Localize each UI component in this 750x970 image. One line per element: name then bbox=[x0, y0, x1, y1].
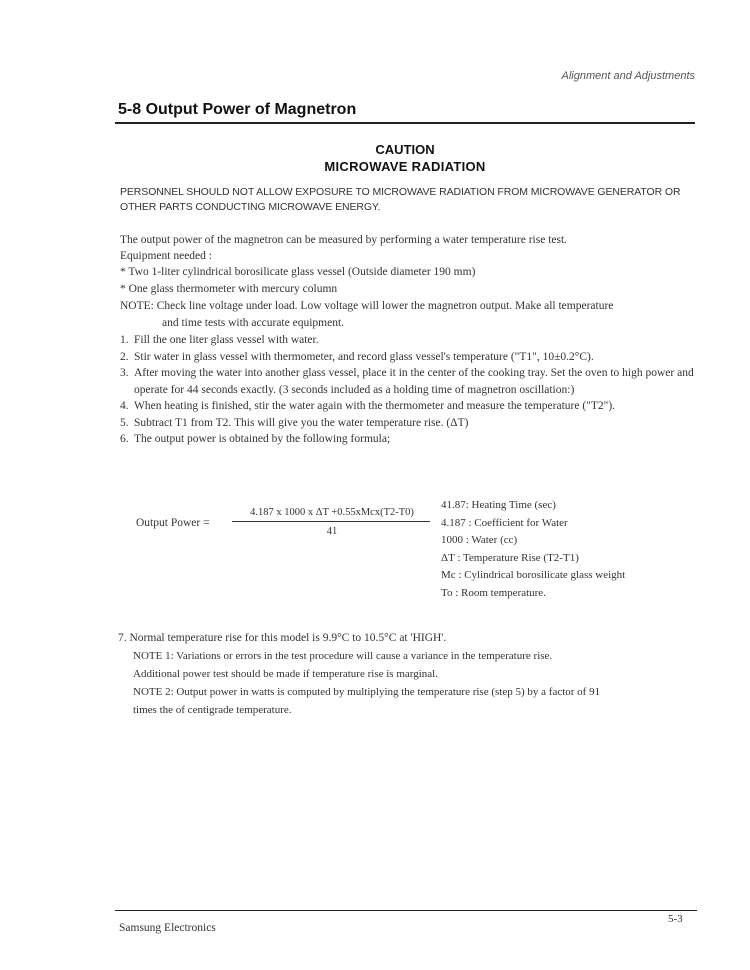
procedure-step bbox=[120, 332, 700, 349]
legend-item: Mc : Cylindrical borosilicate glass weight bbox=[441, 569, 626, 581]
step-number: 6. bbox=[120, 433, 129, 445]
intro-paragraph: The output power of the magnetron can be measured by performing a water temperature rise test. bbox=[120, 234, 568, 246]
voltage-note: NOTE: Check line voltage under load. Low voltage will lower the magnetron output. Make all temperature bbox=[120, 300, 614, 312]
footer-divider bbox=[115, 910, 697, 911]
step-text: Subtract T1 from T2. This will give you the water temperature rise. (ΔT) bbox=[134, 416, 469, 429]
equipment-heading: Equipment needed : bbox=[120, 250, 212, 262]
running-header: Alignment and Adjustments bbox=[561, 70, 695, 82]
step-number: 5. bbox=[120, 416, 129, 429]
procedure-step bbox=[120, 431, 700, 448]
section-title: 5-8 Output Power of Magnetron bbox=[118, 101, 357, 118]
legend-item: 41.87: Heating Time (sec) bbox=[441, 499, 556, 511]
note-2-continued: times the of centigrade temperature. bbox=[133, 704, 292, 716]
legend-item: 1000 : Water (cc) bbox=[441, 534, 518, 546]
legend-item: To : Room temperature. bbox=[441, 586, 546, 599]
formula-numerator: 4.187 x 1000 x ΔT +0.55xMcx(T2-T0) bbox=[250, 507, 414, 518]
temperature-rise-spec: 7. Normal temperature rise for this model is 9.9°C to 10.5°C at 'HIGH'. bbox=[118, 632, 447, 644]
header-divider bbox=[115, 122, 695, 124]
equipment-item: * Two 1-liter cylindrical borosilicate glass vessel (Outside diameter 190 mm) bbox=[120, 266, 476, 278]
step-text: When heating is finished, stir the water again with the thermometer and measure the temperature ("T2"). bbox=[134, 400, 616, 412]
note-1: NOTE 1: Variations or errors in the test procedure will cause a variance in the temperature rise. bbox=[133, 650, 553, 662]
step-number: 3. bbox=[120, 367, 129, 379]
procedure-step bbox=[120, 365, 700, 398]
equipment-item: * One glass thermometer with mercury column bbox=[120, 283, 338, 295]
formula-legend bbox=[441, 497, 625, 602]
voltage-note-continued: and time tests with accurate equipment. bbox=[162, 317, 345, 329]
procedure-steps bbox=[120, 332, 700, 448]
step-number: 2. bbox=[120, 350, 129, 363]
procedure-step bbox=[120, 415, 700, 432]
procedure-step bbox=[120, 349, 700, 366]
caution-subheading: MICROWAVE RADIATION bbox=[324, 159, 486, 174]
caution-heading: CAUTION bbox=[375, 142, 435, 157]
note-2: NOTE 2: Output power in watts is computed by multiplying the temperature rise (step 5) by a factor of 91 bbox=[133, 686, 601, 698]
step-text: Stir water in glass vessel with thermometer, and record glass vessel's temperature ("T1", 10±0.2°C). bbox=[134, 350, 594, 363]
fraction-bar bbox=[232, 521, 430, 522]
procedure-step bbox=[120, 398, 700, 415]
page-number: 5-3 bbox=[668, 913, 683, 925]
note-1-continued: Additional power test should be made if temperature rise is marginal. bbox=[133, 668, 438, 680]
formula-denominator: 41 bbox=[326, 526, 338, 537]
legend-item: 4.187 : Coefficient for Water bbox=[441, 516, 568, 529]
step-text: The output power is obtained by the following formula; bbox=[134, 433, 391, 445]
formula-label: Output Power = bbox=[136, 517, 210, 529]
step-number: 1. bbox=[120, 334, 129, 346]
caution-warning: PERSONNEL SHOULD NOT ALLOW EXPOSURE TO MICROWAVE RADIATION FROM MICROWAVE GENERATOR OR OTHER PARTS CONDUCTING MICROWAVE ENERGY. bbox=[120, 186, 681, 213]
step-text: After moving the water into another glass vessel, place it in the center of the cooking tray. Set the oven to high power and operate for 44 seconds exactly. (3 seconds included as a holding time of magnetron oscillation:) bbox=[134, 367, 694, 396]
legend-item: ΔT : Temperature Rise (T2-T1) bbox=[441, 551, 579, 564]
footer-company: Samsung Electronics bbox=[119, 922, 216, 934]
step-text: Fill the one liter glass vessel with water. bbox=[134, 334, 319, 346]
step-number: 4. bbox=[120, 400, 129, 412]
